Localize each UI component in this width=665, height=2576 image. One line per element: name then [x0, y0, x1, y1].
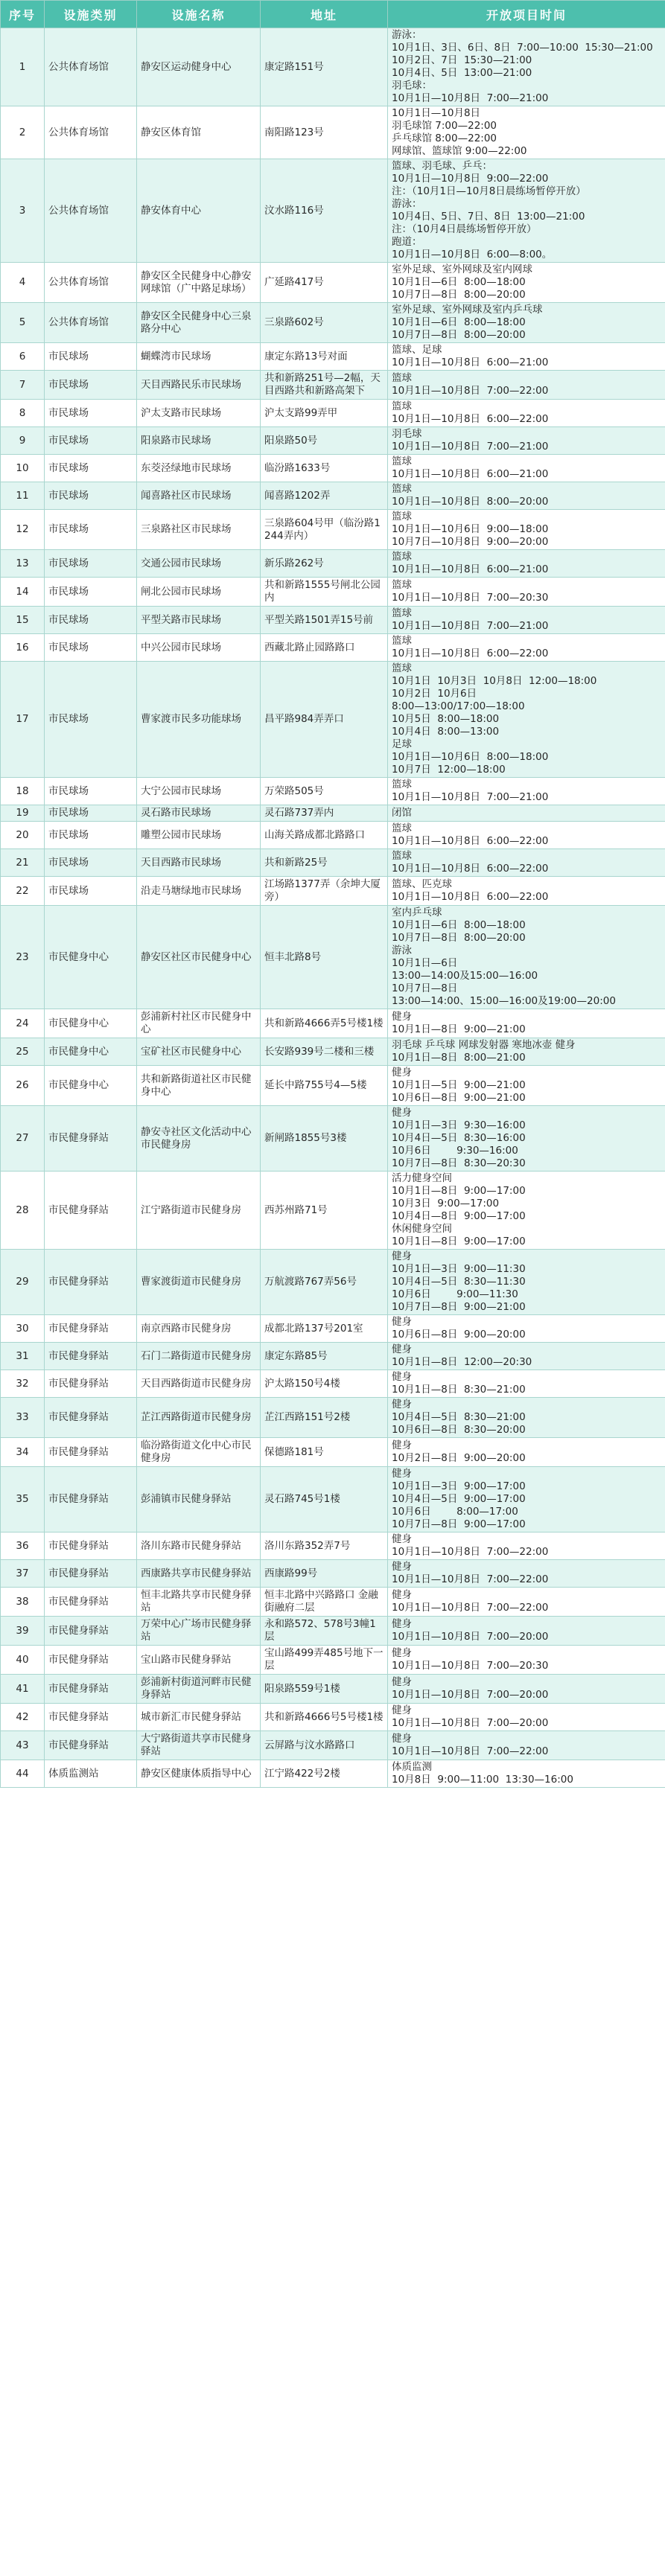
cell-hours: 健身 10月1日—8日 12:00—20:30 [388, 1343, 665, 1370]
cell-address: 共和新路1555号闸北公园内 [261, 578, 388, 607]
cell-address: 南阳路123号 [261, 106, 388, 159]
cell-category: 市民健身驿站 [45, 1106, 137, 1172]
cell-name: 曹家渡街道市民健身房 [137, 1250, 261, 1315]
cell-category: 市民健身中心 [45, 1066, 137, 1106]
cell-category: 市民球场 [45, 455, 137, 482]
cell-name: 阳泉路市民球场 [137, 427, 261, 455]
cell-no: 10 [1, 455, 45, 482]
cell-hours: 室外足球、室外网球及室内乒乓球 10月1日—6日 8:00—18:00 10月7日—8日 8:00—20:00 [388, 303, 665, 343]
cell-name: 宝山路市民健身驿站 [137, 1646, 261, 1675]
cell-hours: 健身 10月4日—5日 8:30—21:00 10月6日—8日 8:30—20:00 [388, 1398, 665, 1438]
cell-hours: 游泳： 10月1日、3日、6日、8日 7:00—10:00 15:30—21:00 10月2日、7日 15:30—21:00 10月4日、5日 13:00—21:00 羽毛球： 10月1日—10月8日 7:00—21:00 [388, 28, 665, 106]
table-row [1, 634, 665, 662]
cell-hours: 健身 10月1日—3日 9:30—16:00 10月4日—5日 8:30—16:00 10月6日 9:30—16:00 10月7日—8日 8:30—20:30 [388, 1106, 665, 1172]
cell-address: 康定东路13号对面 [261, 343, 388, 371]
cell-name: 静安区健康体质指导中心 [137, 1760, 261, 1788]
cell-hours: 健身 10月1日—10月8日 7:00—22:00 [388, 1588, 665, 1617]
table-row [1, 1398, 665, 1438]
cell-category: 市民健身驿站 [45, 1675, 137, 1704]
cell-category: 市民健身驿站 [45, 1731, 137, 1760]
cell-hours: 健身 10月1日—10月8日 7:00—20:30 [388, 1646, 665, 1675]
cell-hours: 羽毛球 10月1日—10月8日 7:00—21:00 [388, 427, 665, 455]
cell-address: 康定东路85号 [261, 1343, 388, 1370]
cell-address: 共和新路251号—2幅，天目西路共和新路高架下 [261, 371, 388, 400]
cell-no: 44 [1, 1760, 45, 1788]
header-cell-category: 设施类别 [45, 1, 137, 28]
cell-category: 公共体育场馆 [45, 28, 137, 106]
cell-no: 39 [1, 1617, 45, 1646]
cell-no: 11 [1, 482, 45, 510]
cell-category: 市民球场 [45, 849, 137, 877]
cell-category: 市民健身驿站 [45, 1467, 137, 1533]
cell-address: 保德路181号 [261, 1438, 388, 1467]
cell-category: 市民健身驿站 [45, 1438, 137, 1467]
cell-hours: 健身 10月6日—8日 9:00—20:00 [388, 1315, 665, 1343]
cell-address: 西藏北路止园路路口 [261, 634, 388, 662]
cell-category: 市民健身驿站 [45, 1250, 137, 1315]
cell-hours: 健身 10月1日—8日 8:30—21:00 [388, 1370, 665, 1398]
cell-name: 中兴公园市民球场 [137, 634, 261, 662]
table-row [1, 1646, 665, 1675]
cell-hours: 篮球 10月1日—10月8日 7:00—22:00 [388, 371, 665, 400]
table-row [1, 482, 665, 510]
cell-name: 三泉路社区市民球场 [137, 510, 261, 550]
cell-hours: 篮球 10月1日—10月8日 6:00—22:00 [388, 849, 665, 877]
cell-no: 20 [1, 822, 45, 849]
cell-hours: 健身 10月1日—10月8日 7:00—20:00 [388, 1675, 665, 1704]
cell-no: 15 [1, 607, 45, 634]
cell-category: 市民健身驿站 [45, 1398, 137, 1438]
table-row [1, 1467, 665, 1533]
cell-name: 静安体育中心 [137, 159, 261, 263]
cell-category: 公共体育场馆 [45, 159, 137, 263]
cell-category: 市民健身驿站 [45, 1588, 137, 1617]
cell-name: 曹家渡市民多功能球场 [137, 662, 261, 778]
cell-name: 城市新汇市民健身驿站 [137, 1704, 261, 1731]
header-cell-no: 序号 [1, 1, 45, 28]
cell-address: 阳泉路559号1楼 [261, 1675, 388, 1704]
cell-address: 三泉路602号 [261, 303, 388, 343]
cell-no: 32 [1, 1370, 45, 1398]
cell-address: 延长中路755号4—5楼 [261, 1066, 388, 1106]
cell-hours: 篮球 10月1日 10月3日 10月8日 12:00—18:00 10月2日 10月6日 8:00—13:00/17:00—18:00 10月5日 8:00—18:00 10月4日 8:00—13:00 足球 10月1日—10月6日 8:00—18:00 10月7日 12:00—18:00 [388, 662, 665, 778]
header-cell-address: 地址 [261, 1, 388, 28]
cell-no: 4 [1, 263, 45, 303]
cell-address: 江场路1377弄（余坤大厦旁） [261, 877, 388, 906]
cell-name: 天目西路民乐市民球场 [137, 371, 261, 400]
cell-hours: 篮球 10月1日—10月6日 9:00—18:00 10月7日—10月8日 9:00—20:00 [388, 510, 665, 550]
cell-hours: 篮球 10月1日—10月8日 6:00—22:00 [388, 822, 665, 849]
table-row [1, 1704, 665, 1731]
cell-no: 9 [1, 427, 45, 455]
cell-no: 14 [1, 578, 45, 607]
cell-name: 南京西路市民健身房 [137, 1315, 261, 1343]
table-row [1, 28, 665, 106]
cell-hours: 篮球 10月1日—10月8日 6:00—21:00 [388, 455, 665, 482]
cell-address: 永和路572、578号3幢1层 [261, 1617, 388, 1646]
cell-name: 彭浦新村街道河畔市民健身驿站 [137, 1675, 261, 1704]
cell-name: 江宁路街道市民健身房 [137, 1172, 261, 1250]
cell-no: 5 [1, 303, 45, 343]
cell-name: 静安区全民健身中心三泉路分中心 [137, 303, 261, 343]
cell-category: 市民球场 [45, 550, 137, 578]
cell-hours: 健身 10月1日—8日 9:00—21:00 [388, 1009, 665, 1038]
cell-category: 市民球场 [45, 343, 137, 371]
cell-category: 市民球场 [45, 400, 137, 427]
cell-no: 23 [1, 906, 45, 1009]
cell-no: 25 [1, 1038, 45, 1066]
cell-category: 市民球场 [45, 877, 137, 906]
table-row [1, 1250, 665, 1315]
cell-no: 8 [1, 400, 45, 427]
cell-category: 公共体育场馆 [45, 303, 137, 343]
table-row [1, 1560, 665, 1588]
cell-address: 恒丰北路中兴路路口 金融街融府二层 [261, 1588, 388, 1617]
cell-name: 闸北公园市民球场 [137, 578, 261, 607]
cell-category: 市民球场 [45, 662, 137, 778]
cell-name: 天目西路街道市民健身房 [137, 1370, 261, 1398]
cell-address: 万航渡路767弄56号 [261, 1250, 388, 1315]
cell-name: 雕塑公园市民球场 [137, 822, 261, 849]
header-row [1, 1, 665, 28]
table-row [1, 1675, 665, 1704]
table-row [1, 662, 665, 778]
cell-no: 1 [1, 28, 45, 106]
cell-address: 共和新路25号 [261, 849, 388, 877]
cell-name: 东茭泾绿地市民球场 [137, 455, 261, 482]
cell-name: 共和新路街道社区市民健身中心 [137, 1066, 261, 1106]
table-row [1, 607, 665, 634]
table-row [1, 849, 665, 877]
cell-category: 市民球场 [45, 371, 137, 400]
cell-category: 市民球场 [45, 427, 137, 455]
cell-no: 13 [1, 550, 45, 578]
cell-hours: 健身 10月1日—10月8日 7:00—20:00 [388, 1617, 665, 1646]
cell-hours: 篮球 10月1日—10月8日 7:00—21:00 [388, 778, 665, 805]
cell-no: 2 [1, 106, 45, 159]
cell-name: 洛川东路市民健身驿站 [137, 1533, 261, 1560]
cell-name: 沿走马塘绿地市民球场 [137, 877, 261, 906]
table-row [1, 455, 665, 482]
table-row [1, 427, 665, 455]
cell-hours: 健身 10月1日—10月8日 7:00—22:00 [388, 1560, 665, 1588]
cell-name: 蝴蝶湾市民球场 [137, 343, 261, 371]
cell-address: 三泉路604号甲（临汾路1244弄内） [261, 510, 388, 550]
cell-category: 市民球场 [45, 634, 137, 662]
header-cell-hours: 开放项目时间 [388, 1, 665, 28]
cell-hours: 健身 10月1日—3日 9:00—11:30 10月4日—5日 8:30—11:30 10月6日 9:00—11:30 10月7日—8日 9:00—21:00 [388, 1250, 665, 1315]
cell-category: 公共体育场馆 [45, 263, 137, 303]
table-row [1, 1315, 665, 1343]
cell-name: 静安区社区市民健身中心 [137, 906, 261, 1009]
cell-name: 临汾路街道文化中心市民健身房 [137, 1438, 261, 1467]
table-row [1, 1009, 665, 1038]
cell-no: 30 [1, 1315, 45, 1343]
cell-category: 市民健身驿站 [45, 1617, 137, 1646]
cell-address: 沪太路150号4楼 [261, 1370, 388, 1398]
cell-address: 山海关路成都北路路口 [261, 822, 388, 849]
cell-hours: 健身 10月1日—3日 9:00—17:00 10月4日—5日 9:00—17:00 10月6日 8:00—17:00 10月7日—8日 9:00—17:00 [388, 1467, 665, 1533]
table-row [1, 1343, 665, 1370]
table-row [1, 1106, 665, 1172]
table-row [1, 578, 665, 607]
table-row [1, 1617, 665, 1646]
cell-address: 江宁路422号2楼 [261, 1760, 388, 1788]
cell-address: 芷江西路151号2楼 [261, 1398, 388, 1438]
table-row [1, 1038, 665, 1066]
table-row [1, 550, 665, 578]
cell-address: 云屏路与汶水路路口 [261, 1731, 388, 1760]
table-row [1, 1533, 665, 1560]
cell-address: 宝山路499弄485号地下一层 [261, 1646, 388, 1675]
cell-hours: 篮球 10月1日—10月8日 6:00—21:00 [388, 550, 665, 578]
cell-category: 市民健身驿站 [45, 1704, 137, 1731]
cell-category: 市民球场 [45, 822, 137, 849]
table-row [1, 1066, 665, 1106]
cell-category: 市民健身驿站 [45, 1370, 137, 1398]
cell-no: 3 [1, 159, 45, 263]
cell-no: 40 [1, 1646, 45, 1675]
cell-hours: 室内乒乓球 10月1日—6日 8:00—18:00 10月7日—8日 8:00—20:00 游泳 10月1日—6日 13:00—14:00及15:00—16:00 10月7日—8日 13:00—14:00、15:00—16:00及19:00—20:00 [388, 906, 665, 1009]
cell-hours: 健身 10月1日—5日 9:00—21:00 10月6日—8日 9:00—21:00 [388, 1066, 665, 1106]
cell-address: 广延路417号 [261, 263, 388, 303]
table-row [1, 343, 665, 371]
cell-hours: 篮球、足球 10月1日—10月8日 6:00—21:00 [388, 343, 665, 371]
table-row [1, 805, 665, 822]
cell-hours: 篮球 10月1日—10月8日 7:00—21:00 [388, 607, 665, 634]
cell-hours: 篮球 10月1日—10月8日 7:00—20:30 [388, 578, 665, 607]
cell-no: 27 [1, 1106, 45, 1172]
cell-no: 24 [1, 1009, 45, 1038]
cell-address: 西康路99号 [261, 1560, 388, 1588]
cell-name: 大宁路街道共享市民健身驿站 [137, 1731, 261, 1760]
cell-hours: 健身 10月1日—10月8日 7:00—22:00 [388, 1731, 665, 1760]
cell-hours: 篮球 10月1日—10月8日 6:00—22:00 [388, 400, 665, 427]
cell-category: 市民健身驿站 [45, 1646, 137, 1675]
cell-no: 35 [1, 1467, 45, 1533]
cell-no: 41 [1, 1675, 45, 1704]
cell-no: 28 [1, 1172, 45, 1250]
cell-no: 37 [1, 1560, 45, 1588]
cell-no: 12 [1, 510, 45, 550]
cell-name: 大宁公园市民球场 [137, 778, 261, 805]
cell-name: 彭浦镇市民健身驿站 [137, 1467, 261, 1533]
cell-name: 沪太支路市民球场 [137, 400, 261, 427]
cell-no: 26 [1, 1066, 45, 1106]
table-row [1, 106, 665, 159]
table-row [1, 778, 665, 805]
cell-hours: 篮球 10月1日—10月8日 6:00—22:00 [388, 634, 665, 662]
cell-no: 7 [1, 371, 45, 400]
cell-name: 恒丰北路共享市民健身驿站 [137, 1588, 261, 1617]
cell-category: 公共体育场馆 [45, 106, 137, 159]
cell-name: 平型关路市民球场 [137, 607, 261, 634]
cell-hours: 篮球、羽毛球、乒乓： 10月1日—10月8日 9:00—22:00 注：（10月1日—10月8日晨练场暂停开放） 游泳： 10月4日、5日、7日、8日 13:00—21:00 注：（10月4日晨练场暂停开放） 跑道： 10月1日—10月8日 6:00—8:00。 [388, 159, 665, 263]
cell-hours: 10月1日—10月8日 羽毛球馆 7:00—22:00 乒乓球馆 8:00—22:00 网球馆、篮球馆 9:00—22:00 [388, 106, 665, 159]
table-row [1, 1588, 665, 1617]
cell-category: 市民健身中心 [45, 1009, 137, 1038]
cell-category: 市民健身驿站 [45, 1315, 137, 1343]
table-row [1, 303, 665, 343]
cell-address: 昌平路984弄弄口 [261, 662, 388, 778]
cell-category: 体质监测站 [45, 1760, 137, 1788]
cell-name: 芷江西路街道市民健身房 [137, 1398, 261, 1438]
cell-no: 36 [1, 1533, 45, 1560]
table-row [1, 1438, 665, 1467]
cell-hours: 健身 10月2日—8日 9:00—20:00 [388, 1438, 665, 1467]
cell-hours: 篮球、匹克球 10月1日—10月8日 6:00—22:00 [388, 877, 665, 906]
cell-name: 石门二路街道市民健身房 [137, 1343, 261, 1370]
cell-hours: 篮球 10月1日—10月8日 8:00—20:00 [388, 482, 665, 510]
cell-no: 43 [1, 1731, 45, 1760]
cell-category: 市民健身中心 [45, 906, 137, 1009]
cell-address: 西苏州路71号 [261, 1172, 388, 1250]
cell-address: 汶水路116号 [261, 159, 388, 263]
cell-hours: 体质监测 10月8日 9:00—11:00 13:30—16:00 [388, 1760, 665, 1788]
cell-address: 洛川东路352弄7号 [261, 1533, 388, 1560]
cell-no: 18 [1, 778, 45, 805]
cell-name: 闻喜路社区市民球场 [137, 482, 261, 510]
cell-address: 平型关路1501弄15号前 [261, 607, 388, 634]
table-row [1, 906, 665, 1009]
cell-address: 灵石路737弄内 [261, 805, 388, 822]
cell-name: 静安区运动健身中心 [137, 28, 261, 106]
cell-no: 33 [1, 1398, 45, 1438]
cell-hours: 活力健身空间 10月1日—8日 9:00—17:00 10月3日 9:00—17:00 10月4日—8日 9:00—17:00 休闲健身空间 10月1日—8日 9:00—17:00 [388, 1172, 665, 1250]
cell-category: 市民球场 [45, 778, 137, 805]
table-row [1, 1370, 665, 1398]
cell-address: 阳泉路50号 [261, 427, 388, 455]
cell-category: 市民球场 [45, 607, 137, 634]
table-row [1, 822, 665, 849]
cell-no: 16 [1, 634, 45, 662]
cell-name: 灵石路市民球场 [137, 805, 261, 822]
table-row [1, 263, 665, 303]
cell-category: 市民健身驿站 [45, 1343, 137, 1370]
cell-address: 临汾路1633号 [261, 455, 388, 482]
cell-address: 共和新路4666弄5号楼1楼 [261, 1009, 388, 1038]
cell-address: 成都北路137号201室 [261, 1315, 388, 1343]
cell-address: 新闸路1855号3楼 [261, 1106, 388, 1172]
cell-no: 34 [1, 1438, 45, 1467]
cell-no: 22 [1, 877, 45, 906]
table-row [1, 877, 665, 906]
table-row [1, 159, 665, 263]
table-row [1, 1731, 665, 1760]
cell-name: 彭浦新村社区市民健身中心 [137, 1009, 261, 1038]
cell-no: 42 [1, 1704, 45, 1731]
cell-category: 市民球场 [45, 805, 137, 822]
cell-address: 长安路939号二楼和三楼 [261, 1038, 388, 1066]
cell-category: 市民健身中心 [45, 1038, 137, 1066]
cell-no: 19 [1, 805, 45, 822]
table-row [1, 371, 665, 400]
cell-address: 万荣路505号 [261, 778, 388, 805]
cell-address: 康定路151号 [261, 28, 388, 106]
cell-name: 交通公园市民球场 [137, 550, 261, 578]
cell-address: 沪太支路99弄甲 [261, 400, 388, 427]
cell-hours: 室外足球、室外网球及室内网球 10月1日—6日 8:00—18:00 10月7日—8日 8:00—20:00 [388, 263, 665, 303]
cell-category: 市民球场 [45, 578, 137, 607]
table-row [1, 510, 665, 550]
cell-name: 宝矿社区市民健身中心 [137, 1038, 261, 1066]
cell-name: 静安区全民健身中心静安网球馆（广中路足球场） [137, 263, 261, 303]
cell-address: 共和新路4666号5号楼1楼 [261, 1704, 388, 1731]
cell-category: 市民健身驿站 [45, 1172, 137, 1250]
cell-no: 21 [1, 849, 45, 877]
cell-category: 市民球场 [45, 482, 137, 510]
cell-hours: 闭馆 [388, 805, 665, 822]
cell-no: 29 [1, 1250, 45, 1315]
cell-no: 17 [1, 662, 45, 778]
cell-hours: 羽毛球 乒乓球 网球发射器 寒地冰壶 健身 10月1日—8日 8:00—21:00 [388, 1038, 665, 1066]
cell-hours: 健身 10月1日—10月8日 7:00—22:00 [388, 1533, 665, 1560]
cell-no: 38 [1, 1588, 45, 1617]
cell-address: 闻喜路1202弄 [261, 482, 388, 510]
cell-name: 静安区体育馆 [137, 106, 261, 159]
cell-hours: 健身 10月1日—10月8日 7:00—20:00 [388, 1704, 665, 1731]
cell-address: 灵石路745号1楼 [261, 1467, 388, 1533]
table-row [1, 1172, 665, 1250]
cell-category: 市民健身驿站 [45, 1560, 137, 1588]
cell-address: 新乐路262号 [261, 550, 388, 578]
cell-name: 西康路共享市民健身驿站 [137, 1560, 261, 1588]
table-row [1, 400, 665, 427]
cell-name: 静安寺社区文化活动中心市民健身房 [137, 1106, 261, 1172]
cell-name: 万荣中心广场市民健身驿站 [137, 1617, 261, 1646]
cell-name: 天目西路市民球场 [137, 849, 261, 877]
cell-category: 市民健身驿站 [45, 1533, 137, 1560]
table-body [1, 28, 665, 1788]
cell-no: 31 [1, 1343, 45, 1370]
header-cell-name: 设施名称 [137, 1, 261, 28]
cell-no: 6 [1, 343, 45, 371]
cell-category: 市民球场 [45, 510, 137, 550]
table-row [1, 1760, 665, 1788]
cell-address: 恒丰北路8号 [261, 906, 388, 1009]
